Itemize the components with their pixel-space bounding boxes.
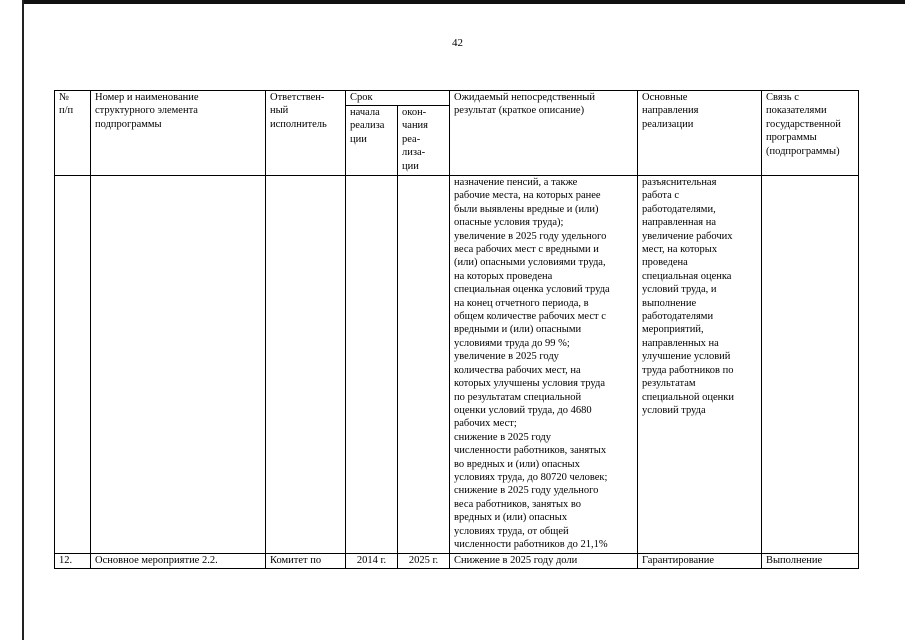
header-element-cell [91,91,266,176]
cont-result-text: назначение пенсий, а также рабочие места, на которых ранее были выявлены вредные и (или) опасные условия труда); увеличение в 2025 году удельного веса рабочих мест с вредными и (или) опасными условиями труда, на которых проведена специальная оценка условий труда на конец отчетного периода, в общем количестве рабочих мест с вредными и (или) опасными условиями труда до 99 %; увеличение в 2025 году количества рабочих мест, на которых улучшены условия труда по результатам специальной оценки условий труда, до 4680 рабочих мест; снижение в 2025 году численности работников, занятых во вредных и (или) опасных условиях труда, до 80720 человек; снижение в 2025 году удельного веса работников, занятых во вредных и (или) опасных условиях труда, от общей численности работников до 21,1% [454,177,610,550]
cont-directions-text: разъяснительная работа с работодателями, направленная на увеличение рабочих мест, на которых проведена специальная оценка условий труда, и выполнение работодателями мероприятий, направленных на улучшение условий труда работников по результатам специальной оценки условий труда [642,177,734,416]
row12-executor: Комитет по [266,554,346,569]
cont-executor-cell [266,176,346,554]
cont-link-cell [762,176,859,554]
row12-element: Основное мероприятие 2.2. [91,554,266,569]
header-end-cell [398,106,450,176]
cont-result-cell [450,176,638,554]
header-element: Номер и наименование структурного элемента подпрограммы [95,92,199,130]
header-result: Ожидаемый непосредственный результат (краткое описание) [454,92,595,117]
page-number: 42 [452,37,463,49]
scan-border-left [22,0,24,640]
cont-element-cell [91,176,266,554]
program-table [54,90,859,569]
scan-border-top [22,0,905,4]
row12-result: Снижение в 2025 году доли [450,554,638,569]
row12-start: 2014 г. [346,554,398,569]
header-row-top [55,91,859,106]
cont-num-cell [55,176,91,554]
header-start: начала реализа ции [350,107,385,145]
header-directions-cell [638,91,762,176]
header-term-cell [346,91,450,106]
header-end: окон- чания реа- лиза- ции [402,107,429,172]
header-term: Срок [350,92,373,103]
cont-start-cell [346,176,398,554]
header-num-cell [55,91,91,176]
cont-directions-cell [638,176,762,554]
row12-end: 2025 г. [398,554,450,569]
header-executor-cell [266,91,346,176]
row12-link: Выполнение [762,554,859,569]
header-directions: Основные направления реализации [642,92,699,130]
header-start-cell [346,106,398,176]
header-link: Связь с показателями государственной программы (подпрограммы) [766,92,841,157]
table-row-continuation [55,176,859,554]
cont-end-cell [398,176,450,554]
row12-directions: Гарантирование [638,554,762,569]
row12-num: 12. [55,554,91,569]
header-num: № п/п [59,92,74,117]
table-row-12 [55,554,859,569]
header-result-cell [450,91,638,176]
header-link-cell [762,91,859,176]
header-executor: Ответствен- ный исполнитель [270,92,327,130]
